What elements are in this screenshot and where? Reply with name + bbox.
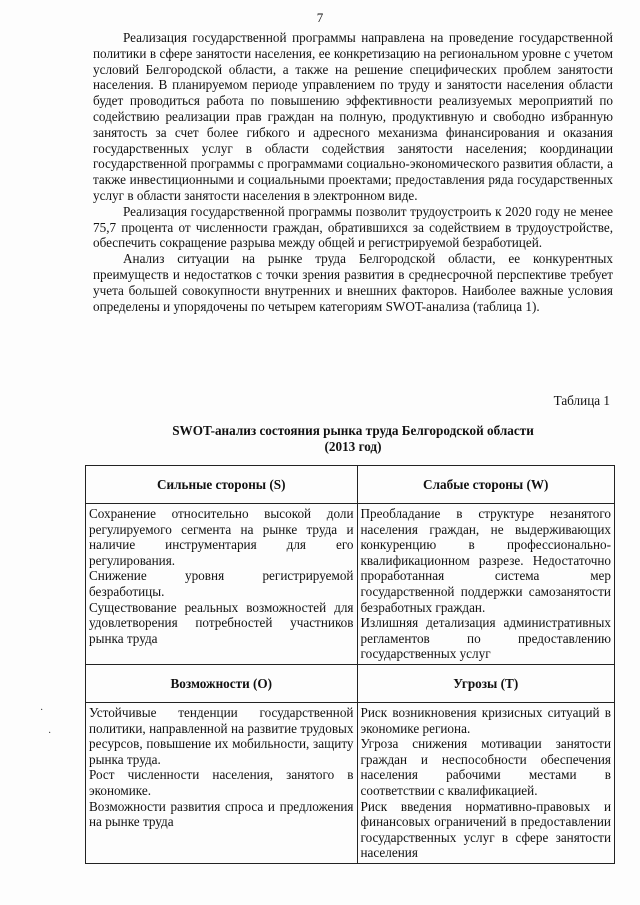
scan-speck: · [48, 728, 52, 739]
weaknesses-cell [357, 504, 615, 665]
list-item: Возможности развития спроса и предложения на рынке труда [89, 798, 354, 830]
list-item: Преобладание в структуре незанятого населения граждан, не выдерживающих конкуренцию в профессионально-квалификационном разрезе. Недостаточно проработанная система мер государственной поддержки самозанятости безработных граждан. [360, 506, 611, 615]
paragraph: Реализация государственной программы направлена на проведение государственной политики в сфере занятости населения, ее конкретизацию на региональном уровне с учетом условий Белгородской области, а также на решение специфических проблем занятости населения. В планируемом периоде управлением по труду и занятости населения области будет проводиться работа по повышению эффективности реализуемых мероприятий по содействию реализации прав граждан на полную, продуктивную и свободно избранную занятость за счет более гибкого и адресного механизма финансирования и оказания государственных услуг в области содействия занятости населения; координации государственной программы с программами социально-экономического развития области, а также инвестиционными и социальными проектами; предоставления ряда государственных услуг в области занятости населения в электронном виде. [93, 30, 613, 203]
table-row [86, 702, 615, 863]
swot-table [85, 465, 615, 864]
list-item: Существование реальных возможностей для удовлетворения потребностей участников рынка труда [89, 599, 354, 646]
threats-header: Угрозы (Т) [357, 664, 615, 702]
table-row [86, 664, 615, 702]
list-item: Снижение уровня регистрируемой безработицы. [89, 568, 354, 599]
list-item: Устойчивые тенденции государственной политики, направленной на развитие трудовых ресурсов, повышение их мобильности, защиту рынка труда. [89, 704, 354, 767]
list-item: Риск возникновения кризисных ситуаций в экономике региона. [360, 704, 611, 736]
paragraph: Анализ ситуации на рынке труда Белгородской области, ее конкурентных преимуществ и недостатков с точки зрения развития в среднесрочной перспективе требует учета большей совокупности внутренних и внешних факторов. Наиболее важные условия определены и упорядочены по четырем категориям SWOT-анализа (таблица 1). [93, 251, 613, 314]
table-row [86, 504, 615, 665]
scan-speck: · [40, 705, 44, 716]
table-row [86, 466, 615, 504]
opportunities-header: Возможности (О) [86, 664, 358, 702]
threats-cell [357, 702, 615, 863]
strengths-header: Сильные стороны (S) [86, 466, 358, 504]
body-text [93, 30, 613, 314]
list-item: Угроза снижения мотивации занятости граждан и неспособности обеспечения населения рабочими местами в соответствии с квалификацией. [360, 736, 611, 798]
strengths-cell [86, 504, 358, 665]
table-label: Таблица 1 [553, 393, 610, 408]
paragraph: Реализация государственной программы позволит трудоустроить к 2020 году не менее 75,7 процента от численности граждан, обратившихся за содействием в трудоустройстве, обеспечить сокращение разрыва между общей и регистрируемой безработицей. [93, 203, 613, 251]
table-title-line: SWOT-анализ состояния рынка труда Белгородской области [172, 423, 534, 438]
table-title-line: (2013 год) [324, 438, 382, 454]
list-item: Риск введения нормативно-правовых и финансовых ограничений в предоставлении государственных услуг в сфере занятости населения [360, 798, 611, 861]
list-item: Сохранение относительно высокой доли регулируемого сегмента на рынке труда и наличие инструментария для его регулирования. [89, 506, 354, 568]
page-number: 7 [316, 10, 324, 25]
list-item: Излишняя детализация административных регламентов по предоставлению государственных услуг [360, 615, 611, 662]
table-title [93, 423, 613, 454]
opportunities-cell [86, 702, 358, 863]
weaknesses-header: Слабые стороны (W) [357, 466, 615, 504]
list-item: Рост численности населения, занятого в экономике. [89, 767, 354, 798]
